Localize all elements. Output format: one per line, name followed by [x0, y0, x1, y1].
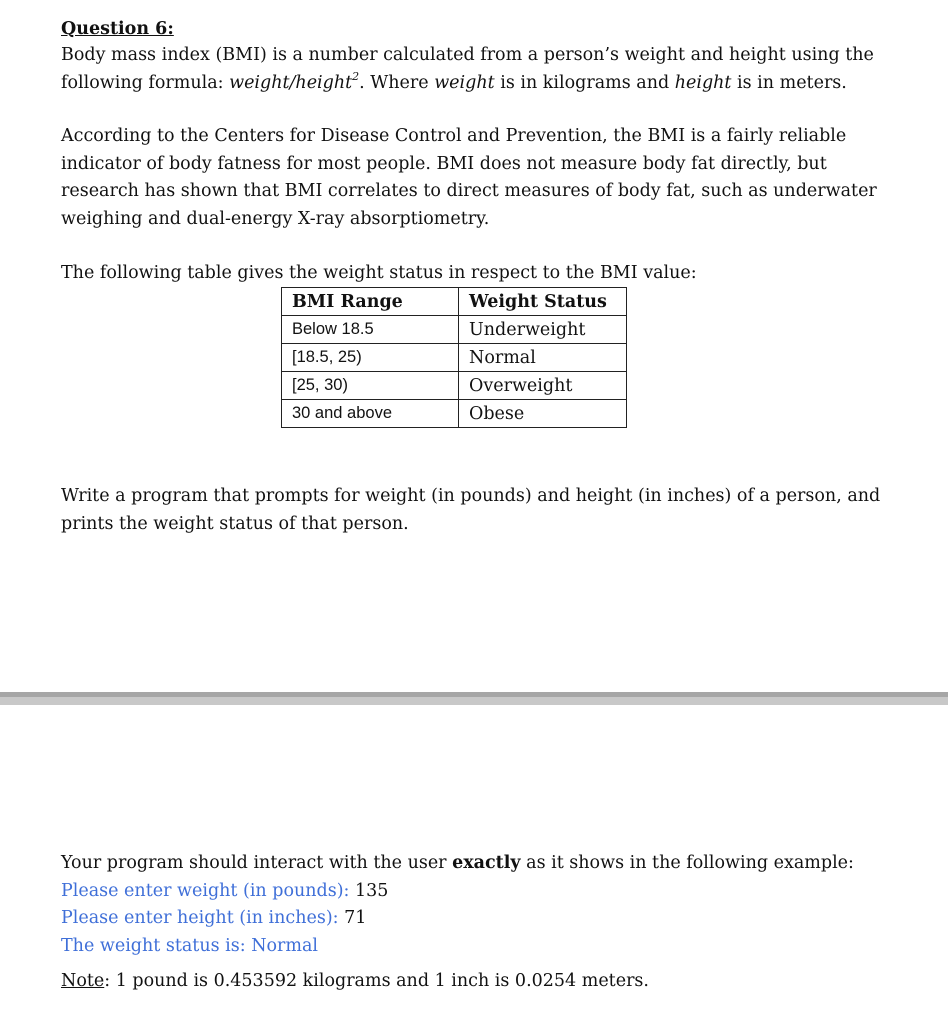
table-row — [282, 316, 627, 344]
cdc-line-4: weighing and dual-energy X-ray absorptiometry. — [61, 208, 490, 229]
weight-status-cell: Underweight — [459, 316, 627, 344]
text-run: is in kilograms and — [494, 72, 675, 93]
table-row — [282, 372, 627, 400]
weight-input-value: 135 — [355, 880, 389, 901]
text-run: Your program should interact with the user — [61, 853, 453, 873]
example-output-status: The weight status is: Normal — [61, 935, 319, 956]
task-line-1: Write a program that prompts for weight (in pounds) and height (in inches) of a person, and — [61, 486, 881, 506]
task-line-2: prints the weight status of that person. — [61, 513, 409, 534]
height-input-value: 71 — [344, 908, 367, 928]
emphasis-exactly: exactly — [452, 853, 521, 873]
bmi-definition-line-2 — [61, 70, 881, 98]
conversion-note — [61, 968, 881, 996]
cdc-line-1: According to the Centers for Disease Control and Prevention, the BMI is a fairly reliable — [61, 126, 847, 146]
bmi-formula: weight/height — [229, 72, 353, 93]
text-run: is in meters. — [731, 72, 847, 93]
table-header-bmi-range: BMI Range — [282, 288, 459, 316]
question-title: Question 6: — [61, 19, 174, 39]
weight-term: weight — [434, 72, 495, 93]
cdc-paragraph — [61, 123, 881, 233]
cdc-line-2: indicator of body fatness for most people. BMI does not measure body fat directly, but — [61, 153, 827, 174]
bmi-range-cell: Below 18.5 — [282, 316, 459, 344]
document-page-bottom — [0, 708, 948, 1024]
separator-bar-light — [0, 697, 948, 705]
bmi-range-cell: [25, 30) — [282, 372, 459, 400]
height-prompt: Please enter height (in inches): — [61, 908, 345, 928]
table-header-row — [282, 288, 627, 316]
table-intro: The following table gives the weight status in respect to the BMI value: — [61, 263, 697, 283]
formula-exponent: 2 — [352, 69, 360, 83]
example-block — [61, 850, 881, 960]
height-term: height — [674, 72, 732, 93]
bmi-range-cell: 30 and above — [282, 400, 459, 428]
weight-status-cell: Normal — [459, 344, 627, 372]
example-line-weight — [61, 878, 881, 906]
task-paragraph — [61, 483, 881, 538]
text-run: . Where — [359, 72, 435, 93]
example-line-height — [61, 905, 881, 933]
bmi-range-cell: [18.5, 25) — [282, 344, 459, 372]
bmi-definition-line-1: Body mass index (BMI) is a number calculated from a person’s weight and height using the — [61, 45, 874, 65]
bmi-definition-paragraph — [61, 42, 881, 97]
table-row — [282, 400, 627, 428]
cdc-line-3: research has shown that BMI correlates to direct measures of body fat, such as underwater — [61, 181, 877, 201]
weight-prompt: Please enter weight (in pounds): — [61, 880, 356, 901]
table-header-weight-status: Weight Status — [459, 288, 627, 316]
text-run: as it shows in the following example: — [520, 853, 854, 873]
bmi-status-table — [281, 287, 627, 428]
weight-status-cell: Obese — [459, 400, 627, 428]
page-separator — [0, 690, 948, 708]
text-run: following formula: — [61, 72, 230, 93]
note-text: : 1 pound is 0.453592 kilograms and 1 inch is 0.0254 meters. — [104, 971, 649, 991]
table-row — [282, 344, 627, 372]
note-label: Note — [61, 971, 105, 991]
weight-status-cell: Overweight — [459, 372, 627, 400]
example-intro — [61, 850, 881, 878]
